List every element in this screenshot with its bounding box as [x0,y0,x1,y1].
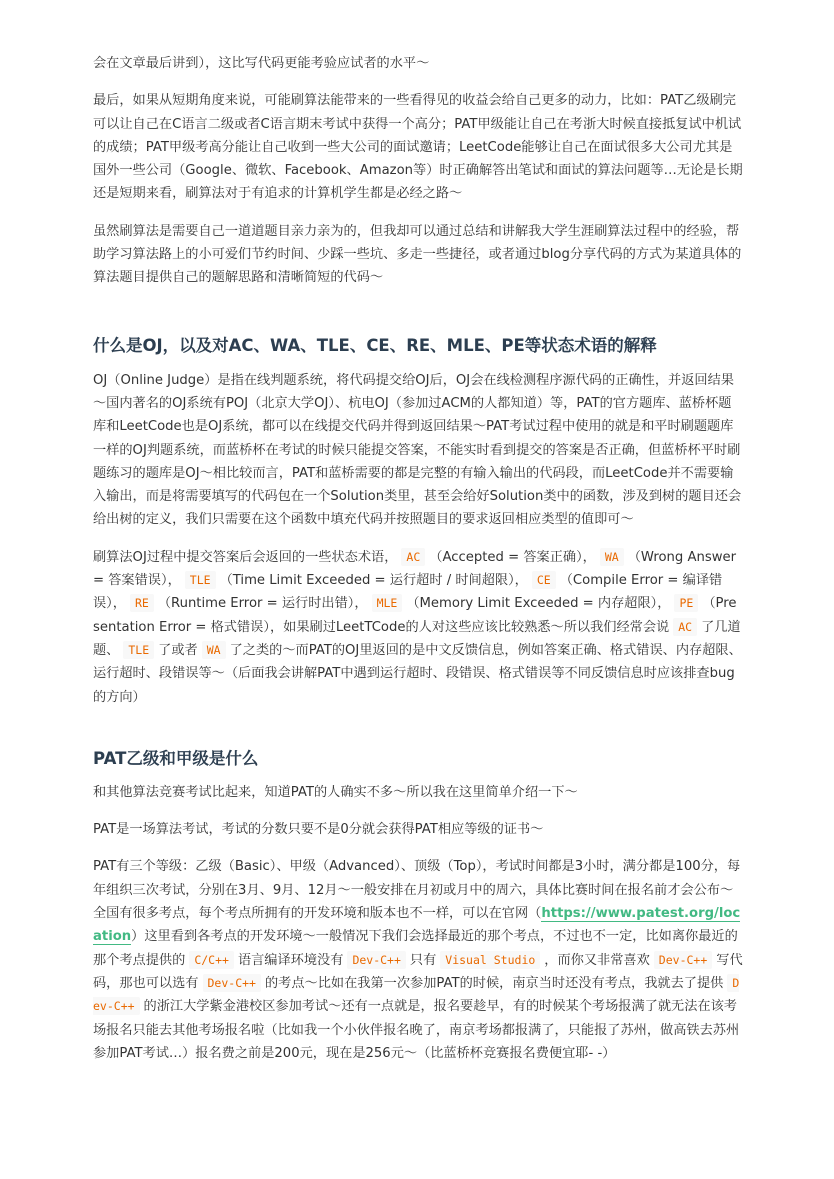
paragraph-although: 虽然刷算法是需要自己一道道题目亲力亲为的，但我却可以通过总结和讲解我大学生涯刷算法过程中的经验，帮助学习算法路上的小可爱们节约时间、少踩一些坑、多走一些捷径，或者通过blog分享代码的方式为某道具体的算法题目提供自己的题解思路和清晰简短的代码～ [93,223,742,286]
inline-code-visual-studio: Visual Studio [440,951,540,969]
inline-code-dev-cpp: Dev-C++ [347,951,405,969]
text-segment: （Runtime Error = 运行时出错）， [157,596,368,612]
inline-code-mle: MLE [372,594,403,612]
text-segment: （Time Limit Exceeded = 运行超时 / 时间超限）， [219,573,528,589]
patest-location-link[interactable]: https://www.patest.org/location [93,906,741,945]
text-segment: （Wrong Answer = 答案错误）， [93,549,737,589]
text-segment: 语言编译环境没有 [237,952,344,968]
text-segment: ，而你又非常喜欢 [544,952,650,968]
paragraph-oj: OJ（Online Judge）是指在线判题系统，将代码提交给OJ后，OJ会在线检测程序源代码的正确性，并返回结果～国内著名的OJ系统有POJ（北京大学OJ）、杭电OJ（参加过ACM的人都知道）等，PAT的官方题库、蓝桥杯题库和LeetCode也是OJ系统，都可以在线提交代码并得到返回结果～PAT考试过程中使用的就是和平时刷题题库一样的OJ判题系统，而蓝桥杯在考试的时候只能提交答案，不能实时看到提交的答案是否正确，但蓝桥杯平时刷题练习的题库是OJ～相比较而言，PAT和蓝桥需要的都是完整的有输入输出的代码段，而LeetCode并不需要输入输出，而是将需要填写的代码包在一个Solution类里，甚至会给好Solution类中的函数，涉及到树的题目还会给出树的定义，我们只需要在这个函数中填充代码并按照题目的要求返回相应类型的值即可～ [93,372,742,528]
inline-code-dev-cpp: Dev-C++ [93,975,740,1014]
inline-code-dev-cpp: Dev-C++ [654,951,712,969]
inline-code-wa: WA [600,548,624,566]
inline-code-re: RE [130,594,154,612]
text-segment: ）这里看到各考点的开发环境～一般情况下我们会选择最近的那个考点，不过也不一定，比如离你最近的那个考点提供的 [93,929,738,968]
text-segment: 刷算法OJ过程中提交答案后会返回的一些状态术语， [93,549,398,565]
article-body [93,52,743,1079]
text-segment: 的考点～比如在我第一次参加PAT的时候，南京当时还没有考点，我就去了提供 [264,975,724,991]
paragraph-finally: 最后，如果从短期角度来说，可能刷算法能带来的一些看得见的收益会给自己更多的动力，比如：PAT乙级刷完可以让自己在C语言二级或者C语言期末考试中获得一个高分；PAT甲级能让自己在考浙大时候直接抵复试中机试的成绩；PAT甲级考高分能让自己收到一些大公司的面试邀请；LeetCode能够让自己在面试很多大公司尤其是国外一些公司（Google、微软、Facebook、Amazon等）时正确解答出笔试和面试的算法问题等…无论是长期还是短期来看，刷算法对于有追求的计算机学生都是必经之路～ [93,93,743,202]
inline-code-dev-cpp: Dev-C++ [203,974,261,992]
text-segment: 写代码，那也可以选有 [93,952,743,991]
inline-code-ac: AC [673,618,697,636]
text-segment: （Accepted = 答案正确）， [429,549,596,565]
text-segment: 了或者 [158,642,198,658]
heading-oj: 什么是OJ，以及对AC、WA、TLE、CE、RE、MLE、PE等状态术语的解释 [93,335,657,355]
text-segment: 了几道题、 [93,619,741,658]
text-segment: 了之类的～而PAT的OJ里返回的是中文反馈信息，例如答案正确、格式错误、内存超限、运行超时、段错误等～（后面我会讲解PAT中遇到运行超时、段错误、格式错误等不同反馈信息时应该排查bug的方向） [93,642,742,705]
inline-code-wa: WA [202,641,226,659]
text-segment: （Compile Error = 编译错误）， [93,573,723,612]
inline-code-pe: PE [674,594,698,612]
text-segment: （Presentation Error = 格式错误），如果刷过LeetTCode的人对这些应该比较熟悉～所以我们经常会说 [93,596,737,635]
inline-code-ac: AC [401,548,425,566]
text-segment: 的浙江大学紫金港校区参加考试～还有一点就是，报名要趁早，有的时候某个考场报满了就无法在该考场报名只能去其他考场报名啦（比如我一个小伙伴报名晚了，南京考场都报满了，只能报了苏州，做高铁去苏州参加PAT考试…）报名费之前是200元，现在是256元～（比蓝桥杯竞赛报名费便宜耶- -） [93,999,740,1061]
inline-code-ce: CE [532,571,556,589]
paragraph-status-terms [93,546,743,709]
paragraph-pat-certificate: PAT是一场算法考试，考试的分数只要不是0分就会获得PAT相应等级的证书～ [93,822,544,838]
text-segment: 只有 [409,952,437,968]
text-segment: PAT有三个等级：乙级（Basic）、甲级（Advanced）、顶级（Top），考试时间都是3小时，满分都是100分，每年组织三次考试，分别在3月、9月、12月～一般安排在月初或月中的周六，具体比赛时间在报名前才会公布～全国有很多考点，每个考点所拥有的开发环境和版本也不一样，可以在官网（ [93,859,741,922]
paragraph-intro-end: 会在文章最后讲到），这比写代码更能考验应试者的水平～ [93,56,430,71]
text-segment: （Memory Limit Exceeded = 内存超限）， [406,596,671,612]
paragraph-pat-levels [93,855,743,1065]
heading-pat: PAT乙级和甲级是什么 [93,748,259,768]
inline-code-tle: TLE [185,571,216,589]
paragraph-pat-intro: 和其他算法竞赛考试比起来，知道PAT的人确实不多～所以我在这里简单介绍一下～ [93,784,578,800]
inline-code-c-cpp: C/C++ [189,951,234,969]
inline-code-tle: TLE [123,641,154,659]
